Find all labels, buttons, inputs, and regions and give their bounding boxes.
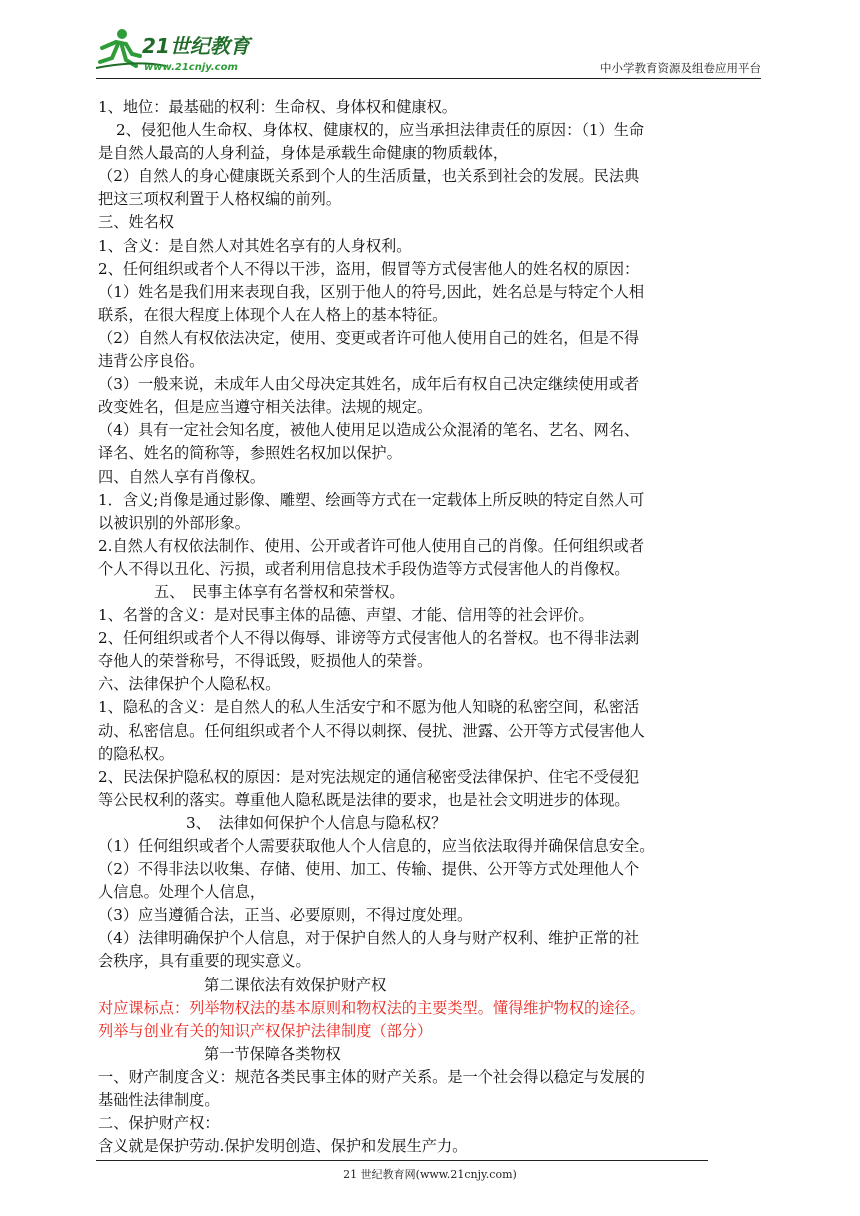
text-line: 列举与创业有关的知识产权保护法律制度（部分） [98, 1021, 433, 1040]
logo-21cnjy [96, 20, 266, 76]
text-line: 2、民法保护隐私权的原因：是对宪法规定的通信秘密受法律保护、住宅不受侵犯 [98, 767, 640, 786]
text-line: （3）应当遵循合法，正当、必要原则，不得过度处理。 [98, 906, 473, 925]
text-line: 2、任何组织或者个人不得以侮辱、诽谤等方式侵害他人的名誉权。也不得非法剥 [98, 629, 640, 648]
text-line: （2）自然人的身心健康既关系到个人的生活质量，也关系到社会的发展。民法典 [98, 167, 640, 186]
text-line: 四、自然人享有肖像权。 [98, 467, 266, 486]
page-footer: 21 世纪教育网(www.21cnjy.com) [343, 1168, 517, 1181]
text-line: （1）任何组织或者个人需要获取他人个人信息的，应当依法取得并确保信息安全。 [98, 837, 655, 855]
page-header [96, 20, 761, 80]
text-line: 的隐私权。 [98, 744, 174, 763]
text-line: 1、含义：是自然人对其姓名享有的人身权利。 [98, 236, 412, 255]
text-line: 1、地位：最基础的权利：生命权、身体权和健康权。 [98, 98, 457, 116]
text-line: 译名、姓名的简称等，参照姓名权加以保护。 [98, 444, 402, 463]
text-line: 第二课依法有效保护财产权 [204, 975, 387, 994]
text-line: 六、法律保护个人隐私权。 [98, 675, 281, 694]
text-line: （4）法律明确保护个人信息，对于保护自然人的人身与财产权利、维护正常的社 [98, 929, 640, 948]
text-line: 2.自然人有权依法制作、使用、公开或者许可他人使用自己的肖像。任何组织或者 [98, 536, 645, 555]
text-line: 对应课标点：列举物权法的基本原则和物权法的主要类型。懂得维护物权的途径。 [98, 998, 645, 1017]
text-line: 含义就是保护劳动.保护发明创造、保护和发展生产力。 [98, 1137, 468, 1156]
logo-url-text: www.21cnjy.com [144, 62, 238, 73]
text-line: （2）不得非法以收集、存储、使用、加工、传输、提供、公开等方式处理他人个 [98, 860, 640, 879]
footer-divider [96, 1160, 708, 1161]
text-line: 改变姓名，但是应当遵守相关法律。法规的规定。 [98, 398, 433, 417]
text-line: 以被识别的外部形象。 [98, 513, 250, 532]
text-line: 一、财产制度含义：规范各类民事主体的财产关系。是一个社会得以稳定与发展的 [98, 1067, 645, 1086]
text-line: 夺他人的荣誉称号，不得诋毁，贬损他人的荣誉。 [98, 652, 433, 671]
text-line: 三、姓名权 [98, 213, 174, 232]
text-line: 人信息。处理个人信息， [98, 883, 266, 902]
text-line: 基础性法律制度。 [98, 1091, 220, 1110]
text-line: 1．含义;肖像是通过影像、雕塑、绘画等方式在一定载体上所反映的特定自然人可 [98, 490, 645, 509]
text-line: 等公民权利的落实。尊重他人隐私既是法律的要求，也是社会文明进步的体现。 [98, 790, 630, 809]
text-line: 是自然人最高的人身利益，身体是承载生命健康的物质载体， [98, 144, 509, 163]
text-line: 会秩序，具有重要的现实意义。 [98, 952, 311, 971]
text-line: 五、 民事主体享有名誉权和荣誉权。 [154, 582, 405, 601]
text-line: 个人不得以丑化、污损，或者利用信息技术手段伪造等方式侵害他人的肖像权。 [98, 559, 630, 578]
text-line: 第一节保障各类物权 [204, 1044, 341, 1063]
text-line: 二、保护财产权： [98, 1114, 220, 1133]
text-line: 联系，在很大程度上体现个人在人格上的基本特征。 [98, 305, 448, 324]
text-line: 2、任何组织或者个人不得以干涉，盗用，假冒等方式侵害他人的姓名权的原因： [98, 259, 640, 278]
text-line: 3、 法律如何保护个人信息与隐私权？ [186, 813, 447, 832]
text-line: 2、侵犯他人生命权、身体权、健康权的，应当承担法律责任的原因：（1）生命 [116, 121, 645, 140]
text-line: 动、私密信息。任何组织或者个人不得以刺探、侵扰、泄露、公开等方式侵害他人 [98, 721, 645, 740]
text-line: 违背公序良俗。 [98, 352, 205, 371]
text-line: 1、名誉的含义：是对民事主体的品德、声望、才能、信用等的社会评价。 [98, 606, 594, 625]
document-body [98, 96, 764, 1158]
header-divider [96, 78, 761, 79]
text-line: （4）具有一定社会知名度，被他人使用足以造成公众混淆的笔名、艺名、网名、 [98, 421, 640, 440]
text-line: 把这三项权利置于人格权编的前列。 [98, 190, 341, 209]
text-line: （3）一般来说，未成年人由父母决定其姓名，成年后有权自己决定继续使用或者 [98, 375, 640, 394]
platform-name: 中小学教育资源及组卷应用平台 [600, 61, 761, 75]
text-line: （1）姓名是我们用来表现自我，区别于他人的符号,因此，姓名总是与特定个人相 [98, 282, 645, 301]
logo-main-text: 21世纪教育 [142, 34, 250, 58]
text-line: （2）自然人有权依法决定，使用、变更或者许可他人使用自己的姓名，但是不得 [98, 328, 640, 347]
text-line: 1、隐私的含义：是自然人的私人生活安宁和不愿为他人知晓的私密空间，私密活 [98, 698, 640, 717]
